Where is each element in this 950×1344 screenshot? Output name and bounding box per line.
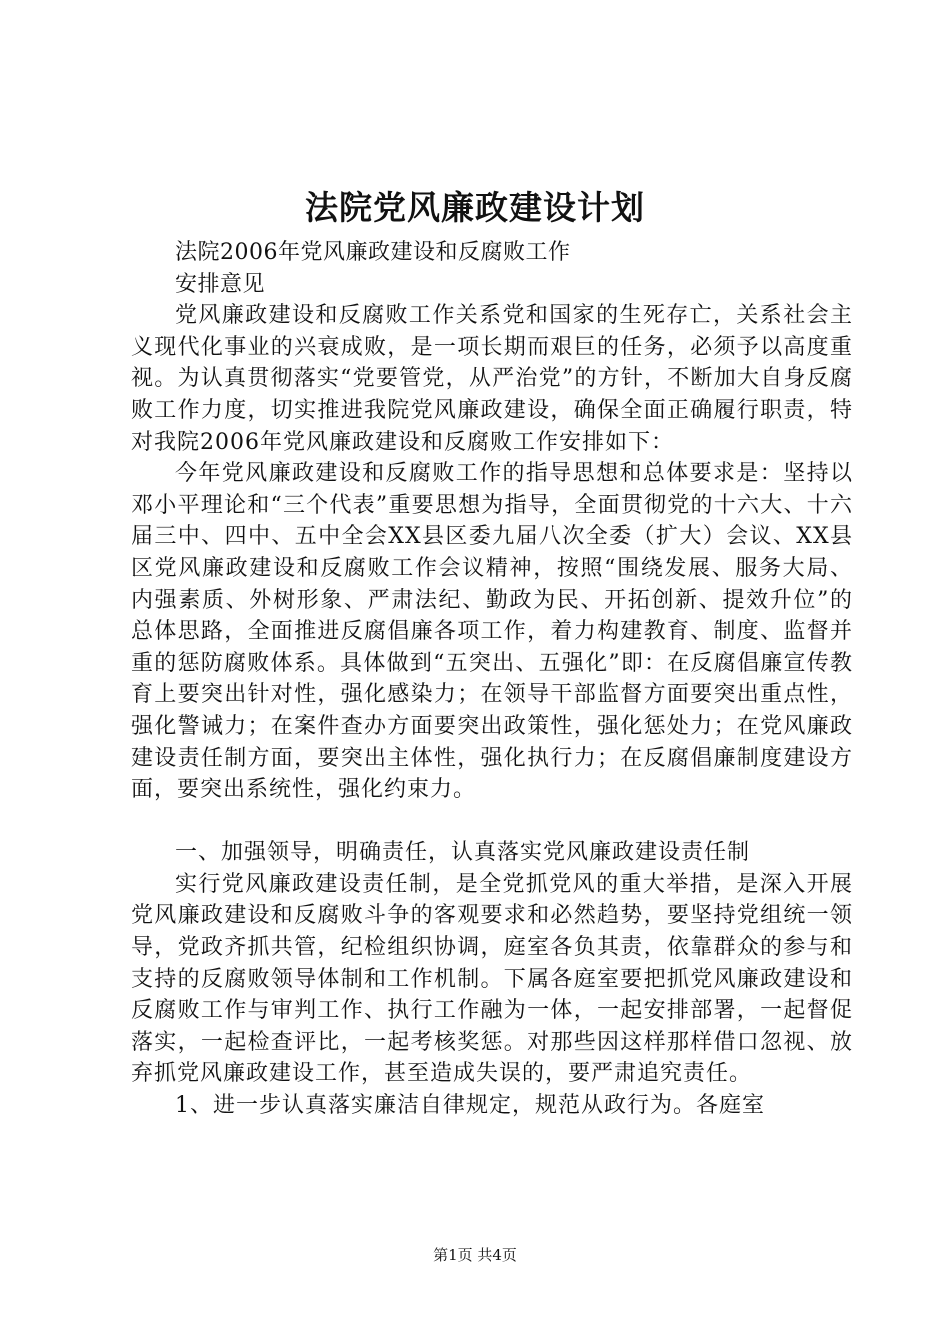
paragraph-responsibility-system: 实行党风廉政建设责任制，是全党抓党风的重大举措，是深入开展党风廉政建设和反腐败斗争的客观要求和必然趋势，要坚持党组统一领导，党政齐抓共管，纪检组织协调，庭室各负其责，依靠群众的参与和支持的反腐败领导体制和工作机制。下属各庭室要把抓党风廉政建设和反腐败工作与审判工作、执行工作融为一体，一起安排部署，一起督促落实，一起检查评比，一起考核奖惩。对那些因这样那样借口忽视、放弃抓党风廉政建设工作，甚至造成失误的，要严肃追究责任。: [131, 871, 853, 1087]
subtitle-line-1: 法院2006年党风廉政建设和反腐败工作: [175, 240, 571, 265]
subtitle-line-2: 安排意见: [175, 271, 266, 297]
section-heading-1: 一、加强领导，明确责任，认真落实党风廉政建设责任制: [175, 840, 751, 866]
document-title: 法院党风廉政建设计划: [305, 188, 645, 227]
page-number-footer: 第1页 共4页: [433, 1246, 517, 1264]
document-body: [131, 237, 853, 1122]
paragraph-intro: 党风廉政建设和反腐败工作关系党和国家的生死存亡，关系社会主义现代化事业的兴衰成败，是一项长期而艰巨的任务，必须予以高度重视。为认真贯彻落实“党要管党，从严治党”的方针，不断加大自身反腐败工作力度，切实推进我院党风廉政建设，确保全面正确履行职责，特对我院2006年党风廉政建设和反腐败工作安排如下：: [131, 303, 853, 455]
paragraph-guiding-principles: 今年党风廉政建设和反腐败工作的指导思想和总体要求是：坚持以邓小平理论和“三个代表”重要思想为指导，全面贯彻党的十六大、十六届三中、四中、五中全会XX县区委九届八次全委（扩大）会议、XX县区党风廉政建设和反腐败工作会议精神，按照“围绕发展、服务大局、内强素质、外树形象、严肃法纪、勤政为民、开拓创新、提效升位”的总体思路，全面推进反腐倡廉各项工作，着力构建教育、制度、监督并重的惩防腐败体系。具体做到“五突出、五强化”即：在反腐倡廉宣传教育上要突出针对性，强化感染力；在领导干部监督方面要突出重点性，强化警诫力；在案件查办方面要突出政策性，强化惩处力；在党风廉政建设责任制方面，要突出主体性，强化执行力；在反腐倡廉制度建设方面，要突出系统性，强化约束力。: [131, 461, 853, 803]
paragraph-item-1: 1、进一步认真落实廉洁自律规定，规范从政行为。各庭室: [175, 1093, 765, 1119]
